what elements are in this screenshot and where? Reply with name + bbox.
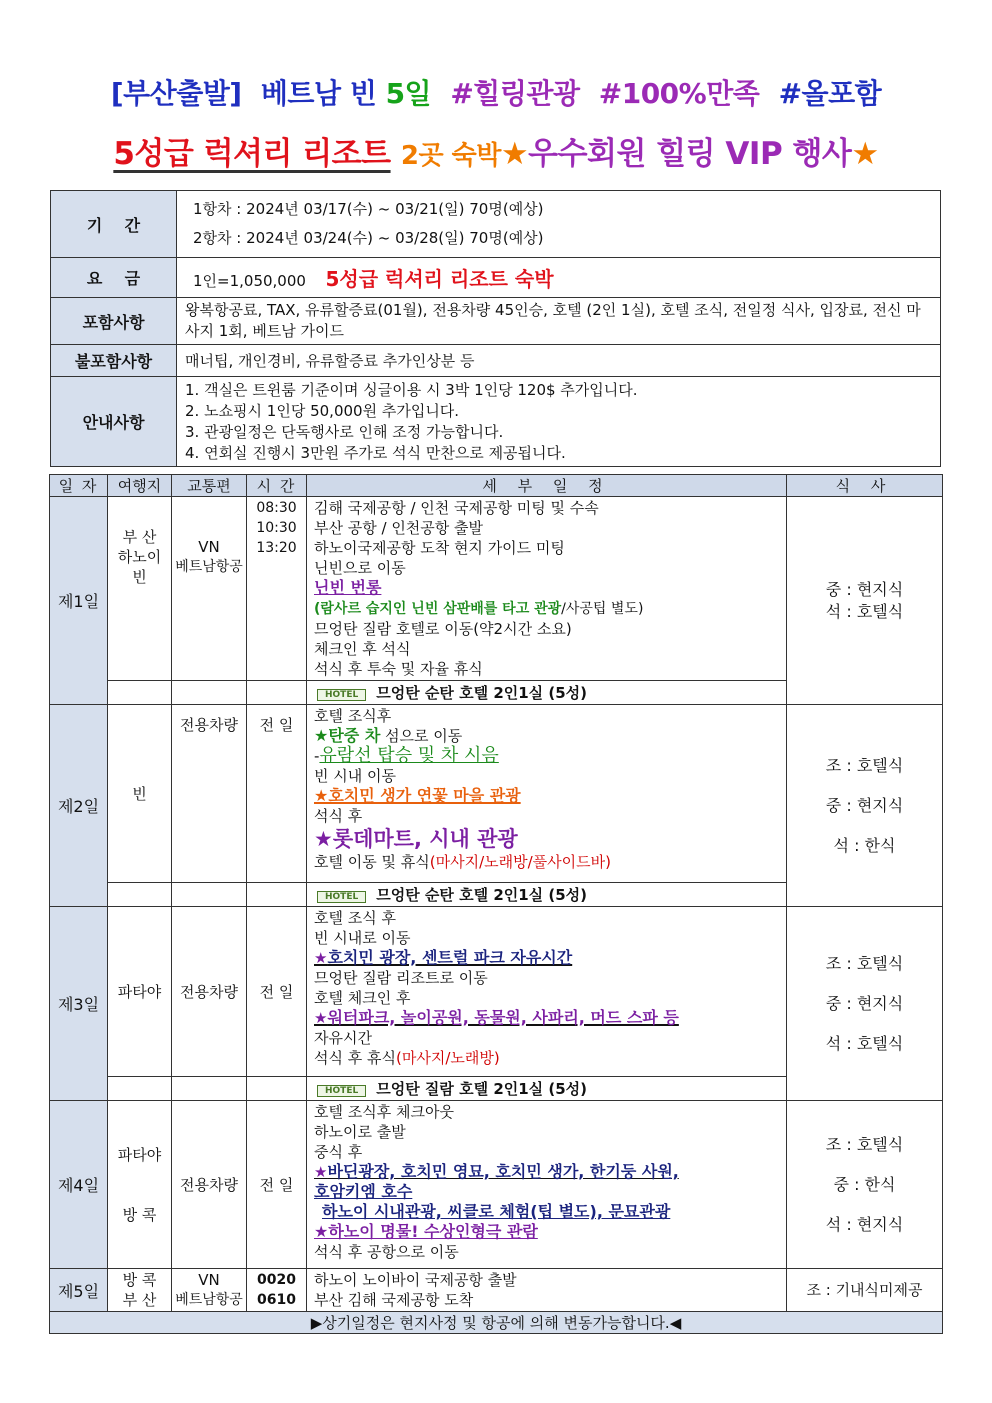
- title-vip-event: 우수회원 힐링 VIP 행사: [528, 136, 852, 172]
- hotel-name: 므엉탄 질람 호텔 2인1실 (5성): [376, 1080, 588, 1098]
- meal: 중 : 현지식: [825, 795, 904, 815]
- star-icon: ★: [314, 1163, 328, 1181]
- meal-cell: [787, 907, 943, 1101]
- price-note: 5성급 럭셔리 리조트 숙박: [325, 267, 554, 291]
- detail-text: -: [314, 747, 320, 765]
- meal: 석 : 현지식: [825, 1214, 904, 1234]
- meal: 조 : 호텔식: [825, 953, 904, 973]
- meal: 조 : 호텔식: [825, 755, 904, 775]
- transport-cell: [172, 497, 247, 681]
- period-cell: [177, 191, 941, 258]
- title-hashtag-all-inclusive: #올포함: [778, 77, 882, 110]
- detail-highlight: ★롯데마트, 시내 관광: [314, 827, 518, 851]
- hotel-row: [307, 1077, 787, 1101]
- header-transport: 교통편: [172, 475, 247, 497]
- time: 08:30: [256, 500, 297, 516]
- place-cell: [108, 497, 172, 681]
- place: 하노이: [117, 548, 162, 566]
- detail-line: 석식 후 공항으로 이동: [314, 1243, 459, 1261]
- detail-line: [314, 1048, 779, 1068]
- price-value: 1인=1,050,000: [193, 272, 306, 290]
- detail-line: [314, 746, 779, 766]
- empty-cell: [247, 883, 307, 907]
- place: 부 산: [122, 528, 157, 546]
- detail-line: 석식 후: [314, 807, 363, 825]
- exclude-label: 불포함사항: [51, 345, 177, 377]
- empty-cell: [172, 1077, 247, 1101]
- period-line: 2항차 : 2024년 03/24(수) ~ 03/28(일) 70명(예상): [193, 229, 544, 247]
- meal: 석 : 호텔식: [825, 1033, 904, 1053]
- detail-text: 호텔 이동 및 휴식: [314, 853, 430, 871]
- meal: 중 : 한식: [833, 1174, 896, 1194]
- empty-cell: [172, 681, 247, 705]
- hotel-icon: HOTEL: [317, 689, 366, 701]
- title-luxury-resort: 5성급 럭셔리 리조트: [113, 136, 391, 172]
- meal: 중 : 현지식: [825, 579, 904, 599]
- detail-highlight: 호치민 광장, 센트럴 파크 자유시간: [327, 948, 573, 967]
- detail-highlight: 호암키엠 호수: [314, 1182, 413, 1201]
- transport: 베트남항공: [175, 559, 243, 575]
- time-cell: [247, 497, 307, 681]
- detail-note: /사공팁 별도): [561, 601, 644, 617]
- empty-cell: [108, 681, 172, 705]
- star-icon: ★: [314, 1009, 328, 1027]
- hotel-name: 므엉탄 순탄 호텔 2인1실 (5성): [376, 886, 588, 904]
- empty-cell: [108, 883, 172, 907]
- title-departure: [부산출발]: [110, 77, 242, 110]
- detail-line: 호텔 조식후: [314, 707, 392, 725]
- detail-cell: [307, 1101, 787, 1269]
- header-day: 일 자: [50, 475, 108, 497]
- day-label: 제3일: [50, 907, 108, 1101]
- detail-cell: [307, 705, 787, 883]
- detail-line: [314, 1162, 779, 1182]
- detail-line: 므엉탄 질람 리조트로 이동: [314, 969, 488, 987]
- title-hashtag-satisfaction: #100%만족: [598, 77, 760, 110]
- period-label: 기 간: [51, 191, 177, 258]
- transport: VN: [198, 1271, 220, 1289]
- detail-note: (마사지/노래방): [396, 1049, 500, 1067]
- detail-line: 체크인 후 석식: [314, 640, 411, 658]
- time: 10:30: [256, 520, 297, 536]
- notice-line: 2. 노쇼핑시 1인당 50,000원 추가입니다.: [185, 401, 460, 420]
- notice-line: 3. 관광일정은 단독행사로 인해 조정 가능합니다.: [185, 422, 504, 441]
- meal: 석 : 호텔식: [825, 601, 904, 621]
- detail-highlight: 워터파크, 놀이공원, 동물원, 사파리, 머드 스파 등: [327, 1008, 679, 1027]
- time: 0610: [257, 1292, 296, 1308]
- detail-text: 석식 후 휴식: [314, 1049, 396, 1067]
- header-detail: 세 부 일 정: [307, 475, 787, 497]
- detail-line: 하노이 노이바이 국제공항 출발: [314, 1271, 517, 1289]
- detail-line: 므엉탄 질람 호텔로 이동(약2시간 소요): [314, 620, 572, 638]
- notice-line: 4. 연회실 진행시 3만원 주가로 석식 만찬으로 제공됩니다.: [185, 443, 566, 462]
- detail-line: 부산 공항 / 인천공항 출발: [314, 519, 484, 537]
- detail-line: 자유시간: [314, 1029, 372, 1047]
- detail-note: (마사지/노래방/풀사이드바): [429, 853, 611, 871]
- title-destination: 베트남 빈: [260, 77, 377, 110]
- title-line-1: [0, 72, 992, 112]
- place-cell: [108, 1101, 172, 1269]
- detail-line: 호텔 조식 후: [314, 909, 396, 927]
- detail-line: 호텔 조식후 체크아웃: [314, 1103, 454, 1121]
- detail-line: 석식 후 투숙 및 자율 휴식: [314, 660, 483, 678]
- detail-line: [314, 1008, 779, 1028]
- detail-line: [314, 726, 779, 746]
- meal: 석 : 한식: [833, 835, 896, 855]
- header-time: 시 간: [247, 475, 307, 497]
- transport: 전용차량: [172, 705, 247, 883]
- place: 빈: [108, 705, 172, 883]
- notice-line: 1. 객실은 트윈룸 기준이며 싱글이용 시 3박 1인당 120$ 추가입니다.: [185, 380, 638, 399]
- detail-line: 하노이로 출발: [314, 1123, 406, 1141]
- detail-cell: [307, 907, 787, 1077]
- place: 방 콕: [122, 1271, 157, 1289]
- notice-label: 안내사항: [51, 377, 177, 467]
- place: 부 산: [122, 1291, 157, 1309]
- meal: 조 : 호텔식: [825, 1134, 904, 1154]
- empty-cell: [247, 681, 307, 705]
- hotel-icon: HOTEL: [317, 891, 366, 903]
- include-text: 왕복항공료, TAX, 유류할증료(01월), 전용차량 45인승, 호텔 (2인 1실), 호텔 조식, 전일정 식사, 입장료, 전신 마사지 1회, 베트남 가이드: [177, 298, 941, 345]
- detail-line: 닌빈으로 이동: [314, 559, 406, 577]
- detail-text: 섬으로 이동: [380, 727, 463, 745]
- detail-highlight: ★호치민 생가 연꽃 마을 관광: [314, 786, 521, 805]
- detail-highlight: ★하노이 명물! 수상인형극 관람: [314, 1222, 538, 1241]
- time: 전 일: [247, 705, 307, 883]
- star-icon: ★: [500, 136, 529, 172]
- hotel-icon: HOTEL: [317, 1085, 366, 1097]
- detail-line: [314, 598, 779, 619]
- detail-line: [314, 948, 779, 968]
- empty-cell: [172, 883, 247, 907]
- detail-cell: [307, 497, 787, 681]
- notice-cell: [177, 377, 941, 467]
- meal: 조 : 기내식미제공: [787, 1269, 943, 1312]
- schedule-table: [49, 474, 943, 1334]
- header-meal: 식 사: [787, 475, 943, 497]
- footer-note: ▶상기일정은 현지사정 및 항공에 의해 변동가능합니다.◀: [50, 1312, 943, 1334]
- price-label: 요 금: [51, 258, 177, 298]
- day-label: 제4일: [50, 1101, 108, 1269]
- place: 빈: [132, 568, 147, 586]
- day-label: 제2일: [50, 705, 108, 907]
- transport: 전용차량: [172, 1101, 247, 1269]
- detail-line: 빈 시내 이동: [314, 767, 396, 785]
- empty-cell: [247, 1077, 307, 1101]
- info-table: [50, 190, 941, 467]
- include-label: 포함사항: [51, 298, 177, 345]
- hotel-name: 므엉탄 순탄 호텔 2인1실 (5성): [376, 684, 588, 702]
- meal: 중 : 현지식: [825, 993, 904, 1013]
- detail-highlight: 하노이 시내관광, 씨클로 체험(팁 별도), 문묘관광: [322, 1202, 671, 1221]
- title-line-2: [0, 128, 992, 173]
- meal-cell: [787, 705, 943, 907]
- time: 전 일: [247, 1101, 307, 1269]
- empty-cell: [108, 1077, 172, 1101]
- time: 0020: [257, 1272, 296, 1288]
- detail-highlight: 바딘광장, 호치민 영묘, 호치민 생가, 한기둥 사원,: [327, 1162, 679, 1181]
- time: 전 일: [247, 907, 307, 1077]
- detail-line: 부산 김해 국제공항 도착: [314, 1291, 474, 1309]
- hotel-row: [307, 681, 787, 705]
- detail-line: 중식 후: [314, 1143, 363, 1161]
- meal-cell: [787, 497, 943, 705]
- transport-cell: [172, 1269, 247, 1312]
- place: 파타야: [108, 907, 172, 1077]
- transport: VN: [198, 538, 220, 556]
- time: 13:20: [256, 540, 297, 556]
- detail-highlight: 닌빈 번롱: [314, 578, 382, 597]
- detail-highlight: 유람선 탑승 및 차 시음: [319, 745, 499, 766]
- detail-cell: [307, 1269, 787, 1312]
- hotel-row: [307, 883, 787, 907]
- title-hashtag-healing: #힐링관광: [450, 77, 580, 110]
- day-label: 제5일: [50, 1269, 108, 1312]
- detail-note: (람사르 습지인 닌빈 삼판배를 타고 관광: [314, 601, 562, 617]
- detail-line: 호텔 체크인 후: [314, 989, 411, 1007]
- detail-line: 빈 시내로 이동: [314, 929, 411, 947]
- place-cell: [108, 1269, 172, 1312]
- time-cell: [247, 1269, 307, 1312]
- detail-line: 김해 국제공항 / 인천 국제공항 미팅 및 수속: [314, 499, 599, 517]
- exclude-text: 매너팁, 개인경비, 유류할증료 추가인상분 등: [177, 345, 941, 377]
- day-label: 제1일: [50, 497, 108, 705]
- place: 파타야: [117, 1145, 162, 1164]
- transport: 전용차량: [172, 907, 247, 1077]
- title-duration: 5일: [385, 77, 432, 110]
- detail-line: [314, 852, 779, 872]
- star-icon: ★: [314, 949, 328, 967]
- transport: 베트남항공: [175, 1292, 243, 1308]
- detail-line: 하노이국제공항 도착 현지 가이드 미팅: [314, 539, 565, 557]
- meal-cell: [787, 1101, 943, 1269]
- price-cell: [177, 258, 941, 298]
- title-two-stays: 2곳 숙박: [400, 141, 501, 171]
- period-line: 1항차 : 2024년 03/17(수) ~ 03/21(일) 70명(예상): [193, 200, 544, 218]
- place: 방 콕: [122, 1205, 157, 1224]
- header-place: 여행지: [108, 475, 172, 497]
- detail-highlight: ★탄중 차: [314, 726, 381, 745]
- star-icon: ★: [851, 136, 879, 172]
